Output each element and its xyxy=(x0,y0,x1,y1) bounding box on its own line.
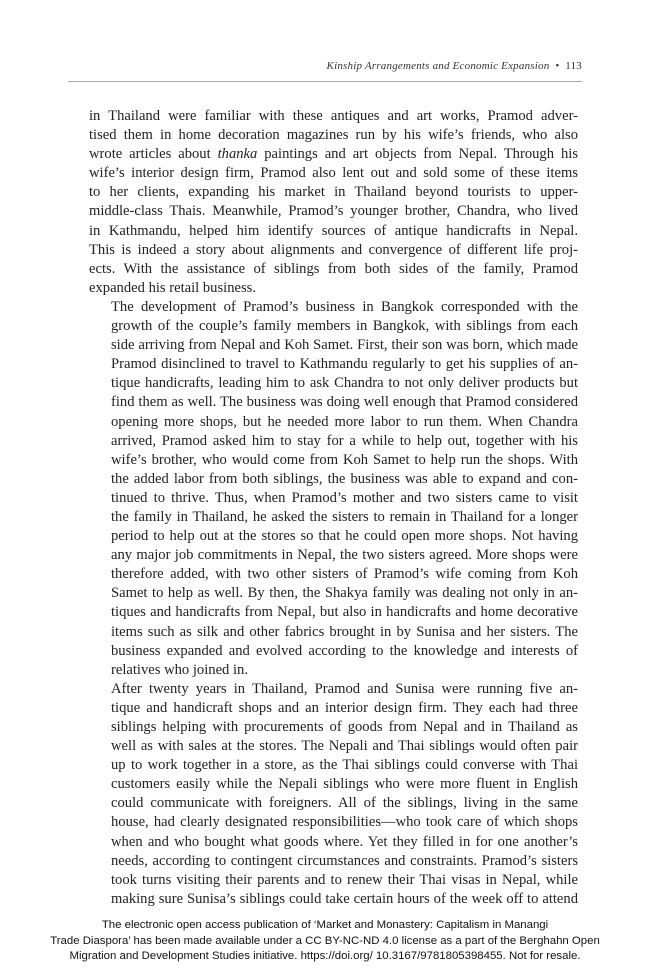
text-line: After twenty years in Thailand, Pramod and Sunisa were running five an- xyxy=(111,680,578,697)
text-line: tique and handicraft shops and an interior design firm. They each had three xyxy=(111,699,578,716)
footer-line: Trade Diaspora’ has been made available under a CC BY-NC-ND 4.0 license as a part of the Berghahn Open xyxy=(50,934,600,947)
text-line: in Thailand were familiar with these antiques and art works, Pramod adver- xyxy=(89,108,578,124)
text-line: up to work together in a store, as the Thai siblings could converse with Thai xyxy=(111,757,578,774)
italic-term: thanka xyxy=(217,146,258,163)
text-line: well as with sales at the stores. The Nepali and Thai siblings would often pair xyxy=(111,738,578,755)
text-line: to her clients, expanding his market in Thailand beyond tourists to upper- xyxy=(89,184,578,201)
text-line: expanded his retail business. xyxy=(89,279,256,296)
text-line: relatives who joined in. xyxy=(111,661,248,678)
text-line: opening more shops, but he needed more labor to run them. When Chandra xyxy=(111,413,578,430)
page-number: 113 xyxy=(565,60,582,72)
running-head xyxy=(327,60,582,72)
paragraph xyxy=(89,298,578,680)
text-line: tinued to thrive. Thus, when Pramod’s mother and two sisters came to visit xyxy=(111,489,578,506)
text-line: middle-class Thais. Meanwhile, Pramod’s younger brother, Chandra, who lived xyxy=(89,203,578,220)
text-line: making sure Sunisa’s siblings could take certain hours of the week off to attend xyxy=(111,890,578,907)
footer-line: Migration and Development Studies initiative. https://doi.org/ 10.3167/9781805398455. Not for resale. xyxy=(69,950,581,962)
text-line: side arriving from Nepal and Koh Samet. First, their son was born, which made xyxy=(111,337,578,354)
text-line: therefore added, with two other sisters of Pramod’s wife coming from Koh xyxy=(111,566,578,583)
text-line: period to help out at the stores so that he could open more shops. Not having xyxy=(111,528,578,545)
text-line: arrived, Pramod asked him to stay for a while to help out, together with his xyxy=(111,432,578,449)
text-line: house, had clearly designated responsibilities—who took care of which shops xyxy=(111,814,578,831)
text-line: tised them in home decoration magazines run by his wife’s friends, who also xyxy=(89,127,578,144)
text-line: customers easily while the Nepali siblings who were more fluent in English xyxy=(111,776,578,793)
text-line: tique handicrafts, leading him to ask Chandra to not only deliver products but xyxy=(111,375,578,392)
text-line: when and who bought what goods where. Yet they filled in for one another’s xyxy=(111,833,578,850)
text-line: tiques and handicrafts from Nepal, but also in handicrafts and home decorative xyxy=(111,604,578,621)
text-line: any major job commitments in Nepal, the two sisters agreed. More shops were xyxy=(111,547,578,564)
text-line: could communicate with foreigners. All of the siblings, living in the same xyxy=(111,795,578,812)
text-line: the family in Thailand, he asked the sisters to remain in Thailand for a longer xyxy=(111,508,578,525)
body-text xyxy=(89,107,578,909)
license-footer xyxy=(0,918,650,965)
text-line: in Kathmandu, helped him identify sources of antique handicrafts in Nepal. xyxy=(89,222,578,239)
text-line: find them as well. The business was doing well enough that Pramod considered xyxy=(111,394,578,411)
text-line: took turns visiting their parents and to renew their Thai visas in Nepal, while xyxy=(111,871,578,888)
text-line: wife’s brother, who would come from Koh Samet to help run the shops. With xyxy=(111,451,578,468)
running-head-title: Kinship Arrangements and Economic Expansion xyxy=(326,60,550,72)
text-line: wife’s interior design firm, Pramod also lent out and sold some of these items xyxy=(89,165,578,182)
text-line: wrote articles about thanka paintings and art objects from Nepal. Through his xyxy=(89,146,578,163)
text-line: The development of Pramod’s business in Bangkok corresponded with the xyxy=(111,298,578,315)
text-line: Pramod disinclined to travel to Kathmandu regularly to get his supplies of an- xyxy=(111,356,578,373)
text-line: business expanded and evolved according to the knowledge and interests of xyxy=(111,642,578,659)
header-rule xyxy=(68,81,582,82)
text-line: needs, according to contingent circumstances and constraints. Pramod’s sisters xyxy=(111,852,578,869)
text-line: growth of the couple’s family members in Bangkok, with siblings from each xyxy=(111,318,578,335)
text-line: Samet to help as well. By then, the Shakya family was dealing not only in an- xyxy=(111,585,578,602)
text-line: the added labor from both siblings, the business was able to expand and con- xyxy=(111,470,578,487)
text-line: ects. With the assistance of siblings from both sides of the family, Pramod xyxy=(89,260,578,277)
running-head-separator: • xyxy=(555,60,560,72)
paragraph xyxy=(89,107,578,298)
text-line: siblings helping with procurements of goods from Nepal and in Thailand as xyxy=(111,719,578,735)
paragraph xyxy=(89,680,578,909)
text-line: items such as silk and other fabrics brought in by Sunisa and her sisters. The xyxy=(111,623,578,640)
text-line: This is indeed a story about alignments and convergence of different life proj- xyxy=(89,241,578,258)
footer-line: The electronic open access publication of ‘Market and Monastery: Capitalism in Manangi xyxy=(101,919,549,931)
